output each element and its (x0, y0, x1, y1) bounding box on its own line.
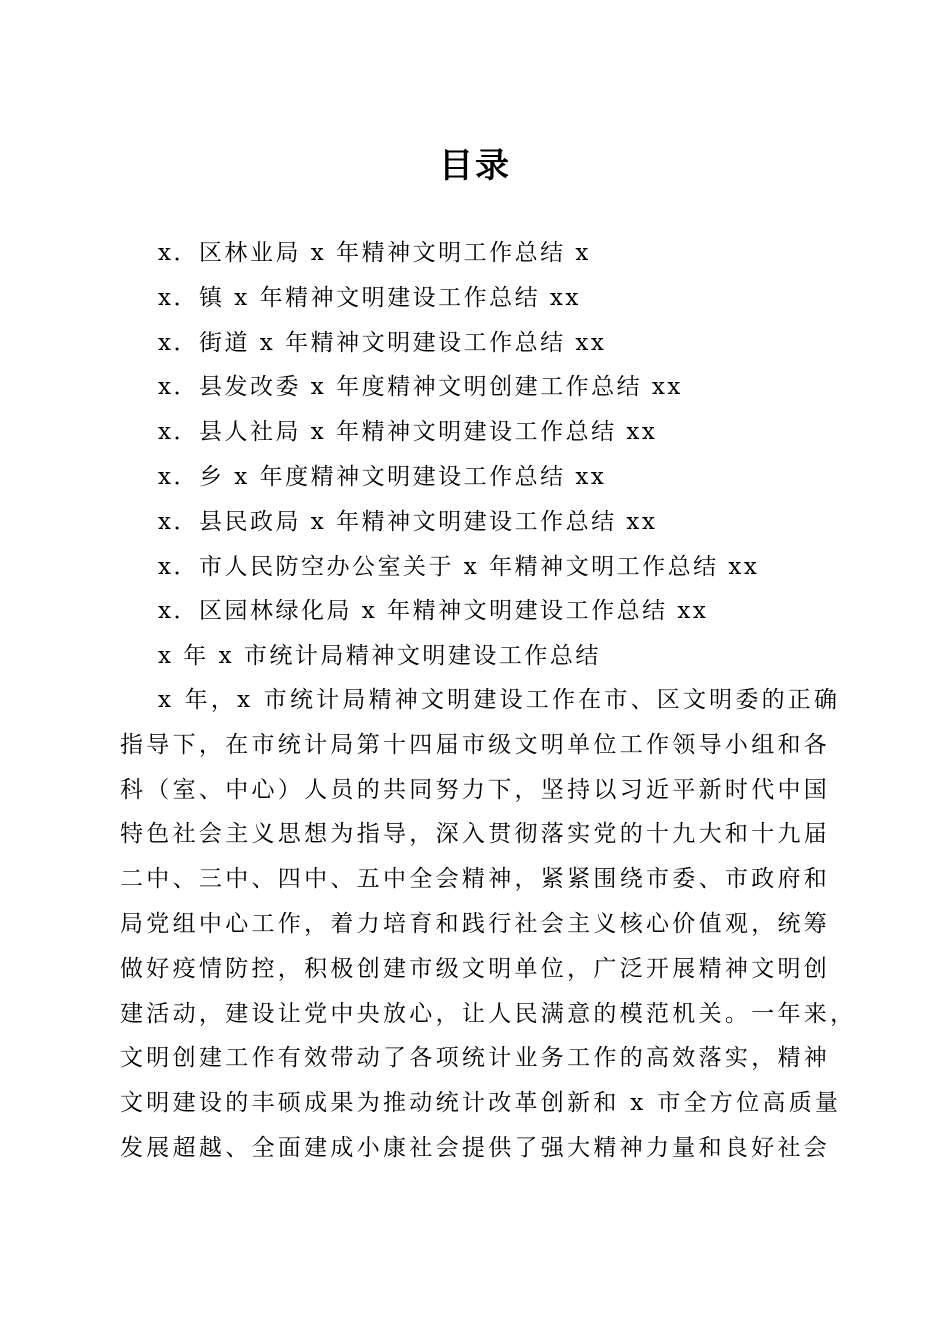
paragraph-line: 文明建设的丰硕成果为推动统计改革创新和 x 市全方位高质量 (120, 1090, 842, 1117)
paragraph-line: 二中、三中、四中、五中全会精神，紧紧围绕市委、市政府和 (120, 866, 831, 893)
toc-item: x．区园林绿化局 x 年精神文明建设工作总结 xx (158, 598, 709, 625)
paragraph-line: 文明创建工作有效带动了各项统计业务工作的高效落实，精神 (120, 1045, 831, 1072)
paragraph-line: x 年，x 市统计局精神文明建设工作在市、区文明委的正确 (158, 687, 841, 713)
paragraph-line: 指导下，在市统计局第十四届市级文明单位工作领导小组和各 (120, 731, 831, 758)
section-title: x 年 x 市统计局精神文明建设工作总结 (158, 643, 601, 669)
page-title: 目录 (439, 146, 511, 186)
toc-item: x．县发改委 x 年度精神文明创建工作总结 xx (158, 374, 683, 401)
paragraph-line: 建活动，建设让党中央放心，让人民满意的模范机关。一年来， (120, 1000, 857, 1027)
toc-item: x．县人社局 x 年精神文明建设工作总结 xx (158, 419, 658, 446)
paragraph-line: 特色社会主义思想为指导，深入贯彻落实党的十九大和十九届 (120, 821, 831, 848)
toc-item: x．市人民防空办公室关于 x 年精神文明工作总结 xx (158, 553, 760, 580)
toc-item: x．街道 x 年精神文明建设工作总结 xx (158, 329, 607, 356)
toc-item: x．县民政局 x 年精神文明建设工作总结 xx (158, 508, 658, 535)
body-paragraph (120, 684, 857, 1177)
toc-item: x．镇 x 年精神文明建设工作总结 xx (158, 284, 581, 311)
paragraph-line: 发展超越、全面建成小康社会提供了强大精神力量和良好社会 (120, 1134, 831, 1161)
table-of-contents (158, 237, 878, 640)
paragraph-line: 科（室、中心）人员的共同努力下，坚持以习近平新时代中国 (120, 776, 831, 803)
toc-item: x．区林业局 x 年精神文明工作总结 x (158, 240, 591, 266)
paragraph-line: 做好疫情防控，积极创建市级文明单位，广泛开展精神文明创 (120, 955, 831, 982)
toc-item: x．乡 x 年度精神文明建设工作总结 xx (158, 463, 607, 490)
paragraph-line: 局党组中心工作，着力培育和践行社会主义核心价值观，统筹 (120, 910, 831, 937)
